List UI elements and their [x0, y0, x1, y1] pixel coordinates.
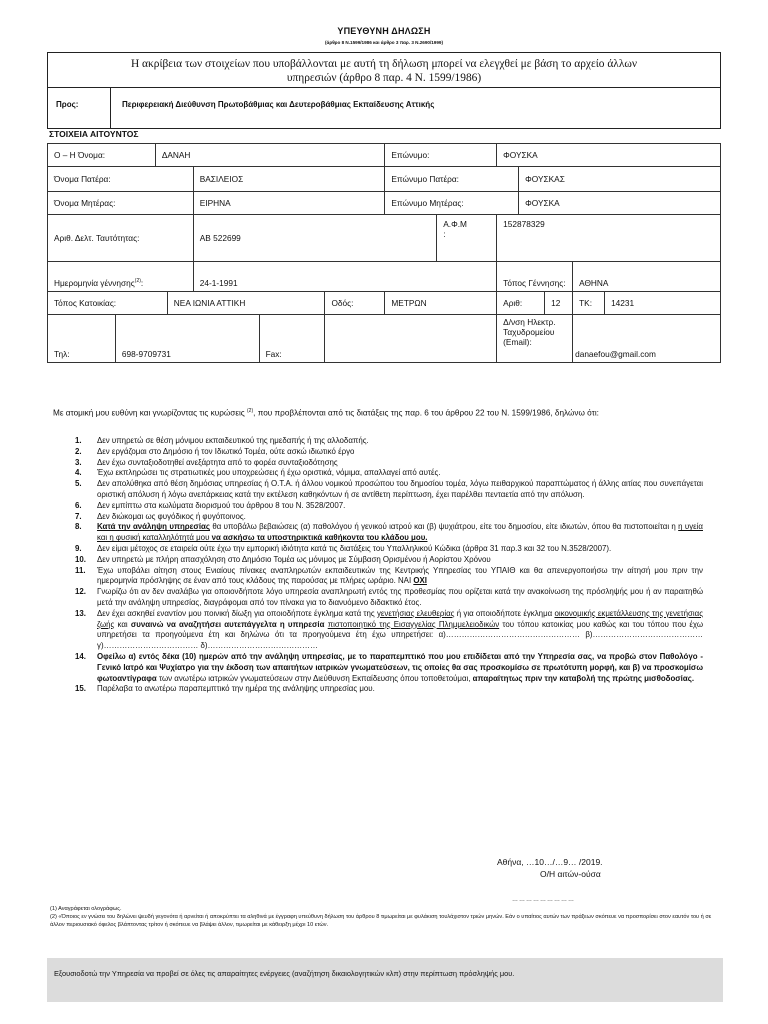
footnote-1: (1) Αναγράφεται ολογράφως. — [50, 906, 122, 912]
declaration-item-text: Δεν διώκομαι ως φυγόδικος ή φυγόποινος. — [97, 511, 246, 521]
email-label-line-3: (Email): — [503, 337, 532, 347]
footnote-2: (2) «Όποιος εν γνώσει του δηλώνει ψευδή γεγονότα ή αρνείται ή αποκρύπτει τα αληθινά με έγγραφη υπεύθυνη δήλωση του άρθρου 8 τιμωρείται με φυλάκιση τουλάχιστον τριών μηνών. Εάν ο υπαίτιος αυτών των πράξεων σκόπευε να προσπορίσει στον εαυτόν του ή σε άλλον περιουσιακό όφελος βλάπτοντας τρίτον ή σκόπευε να βλάψει άλλον, τιμωρείται με κάθειρξη μέχρι 10 ετών. — [50, 914, 712, 928]
fax-label: Fax: — [259, 315, 325, 363]
declaration-item: 14. Οφείλω α) εντός δέκα (10) ημερών από την ανάληψη υπηρεσίας, με το παραπεμπτικό που μου επιδίδεται από την Υπηρεσία σας, να προβώ στον Παθολόγο - Γενικό Ιατρό και Ψυχίατρο για την έκδοση των απαιτήτων ιατρικών γνωματεύσεων, τις οποίες θα σας προσκομίσω σε πρωτότυπη μορφή, και β) να προσκομίσω φωτοαντίγραφα των ανωτέρω ιατρικών γνωματεύσεων στην Διεύθυνση Εκπαίδευσης όπου τοποθετούμαι, απαραίτητως πριν την καταβολή της πρώτης μισθοδοσίας. — [75, 651, 703, 683]
item-13-underlined-2: οικονομικής εκμετάλλευσης της γενετήσιας ζωής — [97, 608, 703, 629]
declaration-item: 11. Έχω υποβάλει αίτηση στους Ενιαίους πίνακες αναπληρωτών εκπαιδευτικών της Κεντρικής Υπηρεσίας του ΥΠΑΙΘ και θα απενεργοποιήσω την αίτησή μου πριν την ημερομηνία πρόσληψης σε έναν από τους κλάδους της παρούσας με πλήρες ωράριο. ΝΑΙ ΟΧΙ — [75, 565, 703, 586]
signer-label: Ο/Η αιτών-ούσα — [540, 869, 601, 879]
declaration-item-text: Γνωρίζω ότι αν δεν αναλάβω για οποιονδήποτε λόγο υπηρεσία αναπληρωτή εντός της προθεσμίας που ορίζεται κατά την ανακοίνωση της πρόσληψής μου ή αν παραιτηθώ μετά την ανάληψη υπηρεσίας, διαγράφομαι από τον πίνακα για το διανυόμενο διδακτικό έτος. — [97, 587, 703, 607]
item-14-bold-end: απαραίτητως πριν την καταβολή της πρώτης μισθοδοσίας. — [472, 673, 695, 683]
declaration-item: 10. Δεν υπηρετώ με πλήρη απασχόληση στο Δημόσιο Τομέα ως μόνιμος με Σύμβαση Ορισμένου ή Αορίστου Χρόνου — [75, 554, 491, 564]
declaration-item-text: Δεν απολύθηκα από θέση δημόσιας υπηρεσίας ή Ο.Τ.Α. ή άλλου νομικού προσώπου του δημοσίου τομέα, λόγω πειθαρχικού παραπτώματος ή άλλης αιτίας που συνεπάγεται οριστική απόλυση ή λόγω ανεπάρκειας κατά την εκτέλεση καθηκόντων ή σε αντίθετη περίπτωση, έχει παρέλθει πενταετία από την απόλυση. — [97, 479, 703, 499]
declaration-item-text: Δεν έχω συνταξιοδοτηθεί ανεξάρτητα από το φορέα συνταξιοδότησης — [97, 457, 338, 467]
mother-name-value[interactable]: ΕΙΡΗΝΑ — [193, 192, 385, 215]
pob-value[interactable]: ΑΘΗΝΑ — [573, 262, 721, 292]
declaration-intro-start: Με ατομική μου ευθύνη και γνωρίζοντας τις κυρώσεις — [53, 408, 245, 418]
dob-label-colon: : — [140, 278, 144, 288]
email-label-line-1: Δ/νση Ηλεκτρ. — [503, 317, 556, 327]
declaration-item: 1. Δεν υπηρετώ σε θέση μόνιμου εκπαιδευτικού της ημεδαπής ή της αλλοδαπής. — [75, 436, 369, 445]
authorization-text: Εξουσιοδοτώ την Υπηρεσία να προβεί σε όλες τις απαραίτητες ενέργειες (αναζήτηση δικαιολογητικών κλπ) στην περίπτωση πρόσληψής μου. — [54, 969, 515, 978]
item-13-text-3: και — [114, 619, 131, 629]
declaration-item: 3. Δεν έχω συνταξιοδοτηθεί ανεξάρτητα από το φορέα συνταξιοδότησης — [75, 457, 338, 467]
declaration-intro-footnote-ref: (2) — [247, 408, 254, 414]
afm-label — [437, 215, 497, 262]
residence-value[interactable]: ΝΕΑ ΙΩΝΙΑ ΑΤΤΙΚΗ — [167, 292, 325, 315]
declaration-item: 12. Γνωρίζω ότι αν δεν αναλάβω για οποιονδήποτε λόγο υπηρεσία αναπληρωτή εντός της προθεσμίας που ορίζεται κατά την ανακοίνωση της πρόσληψής μου ή αν παραιτηθώ μετά την ανάληψη υπηρεσίας, διαγράφομαι από τον πίνακα για το διανυόμενο διδακτικό έτος. — [75, 587, 703, 607]
afm-label-text: Α.Φ.Μ — [443, 219, 467, 229]
recipient-box — [47, 88, 721, 129]
item-8-emphasis: Κατά την ανάληψη υπηρεσίας — [97, 522, 210, 532]
declaration-item-text: Δεν είμαι μέτοχος σε εταιρεία ούτε έχω την εμπορική ιδιότητα κατά τις διατάξεις του Υπαλληλικού Κώδικα (άρθρα 31 παρ.3 και 32 του Ν.3528/2007). — [97, 543, 612, 553]
item-8-text: θα υποβάλω βεβαιώσεις (α) παθολόγου ή γενικού ιατρού και (β) ψυχιάτρου, είτε του δημοσίου, είτε ιδιωτών, όπου θα πιστοποιείται η — [209, 522, 679, 532]
phone-value[interactable]: 698-9709731 — [115, 315, 259, 363]
item-8-end: να ασκήσω τα υποστηρικτικά καθήκοντα του κλάδου μου. — [209, 533, 428, 543]
item-14-bold: Οφείλω α) εντός δέκα (10) ημερών από την ανάληψη υπηρεσίας, με το παραπεμπτικό που μου επιδίδεται από την Υπηρεσία σας, να προβώ στον Παθολόγο - Γενικό Ιατρό και Ψυχίατρο για την έκδοση των απαιτήτων ιατρικών γνωματεύσεων, τις οποίες θα σας προσκομίσω σε πρωτότυπη μορφή, και β) να προσκομίσω φωτοαντίγραφα — [97, 651, 703, 683]
form-subtitle: (άρθρο 8 Ν.1599/1986 και άρθρο 3 παρ. 3 Ν.2690/1999) — [325, 40, 443, 45]
declaration-item: 7. Δεν διώκομαι ως φυγόδικος ή φυγόποινος. — [75, 511, 246, 521]
id-card-label: Αριθ. Δελτ. Ταυτότητας: — [48, 215, 194, 262]
name-label: Ο – Η Όνομα: — [48, 144, 156, 167]
afm-label-colon: : — [443, 229, 446, 239]
email-value[interactable]: danaefou@gmail.com — [573, 315, 721, 363]
dob-footnote-ref: (2) — [134, 278, 141, 285]
accuracy-note-line-2: υπηρεσιών (άρθρο 8 παρ. 4 Ν. 1599/1986) — [286, 72, 482, 84]
residence-label: Τόπος Κατοικίας: — [48, 292, 168, 315]
postcode-label: ΤΚ: — [573, 292, 605, 315]
item-13-text: Δεν έχει ασκηθεί εναντίον μου ποινική δίωξη για οποιοδήποτε έγκλημα κατά της — [97, 608, 377, 618]
declaration-item: 13. Δεν έχει ασκηθεί εναντίον μου ποινική δίωξη για οποιοδήποτε έγκλημα κατά της γενετήσιας ελευθερίας ή για οποιοδήποτε έγκλημα οικονομικής εκμετάλλευσης της γενετήσιας ζωής και συναινώ να αναζητήσει αυτεπάγγελτα η υπηρεσία πιστοποιητικό της Εισαγγελίας Πλημμελειοδικών του τόπου κατοικίας μου καθώς και του τόπου που έχω υπηρετήσει τα προηγούμενα έτη και δηλώνω ότι τα προηγούμενα έτη έχω υπηρετήσει: α)…………………………………………… β)…………………………………… γ)……………………………… δ)…………………………………… — [75, 608, 703, 651]
street-value[interactable]: ΜΕΤΡΩΝ — [385, 292, 497, 315]
declaration-intro-end: , που προβλέπονται από τις διατάξεις της παρ. 6 του άρθρου 22 του Ν. 1599/1986, δηλώνω ότι: — [253, 408, 599, 418]
declaration-item-text: Δεν εμπίπτω στα κωλύματα διορισμού του άρθρου 8 του Ν. 3528/2007. — [97, 500, 346, 510]
signature-line[interactable]: ……………………… — [512, 897, 575, 903]
declaration-item: 5. Δεν απολύθηκα από θέση δημόσιας υπηρεσίας ή Ο.Τ.Α. ή άλλου νομικού προσώπου του δημοσίου τομέα, λόγω πειθαρχικού παραπτώματος ή άλλης αιτίας που συνεπάγεται οριστική απόλυση ή λόγω ανεπάρκειας κατά την εκτέλεση καθηκόντων ή σε αντίθετη περίπτωση, έχει παρέλθει πενταετία από την απόλυση. — [75, 479, 703, 499]
declaration-items — [53, 436, 703, 695]
mother-surname-value[interactable]: ΦΟΥΣΚΑ — [519, 192, 721, 215]
declaration-item-text: Δεν εργάζομαι στο Δημόσιο ή τον Ιδιωτικό Τομέα, ούτε ασκώ ιδιωτικό έργο — [97, 446, 355, 456]
father-surname-value[interactable]: ΦΟΥΣΚΑΣ — [519, 167, 721, 192]
declaration-item-text: Παρέλαβα το ανωτέρω παραπεμπτικό την ημέρα της ανάληψης υπηρεσίας μου. — [97, 684, 375, 694]
id-card-value[interactable]: ΑΒ 522699 — [193, 215, 437, 262]
declaration-item: 2. Δεν εργάζομαι στο Δημόσιο ή τον Ιδιωτικό Τομέα, ούτε ασκώ ιδιωτικό έργο — [75, 446, 355, 456]
name-value[interactable]: ΔΑΝΑΗ — [155, 144, 385, 167]
dob-label — [48, 262, 194, 292]
section-title: ΣΤΟΙΧΕΙΑ ΑΙΤΟΥΝΤΟΣ — [49, 129, 139, 139]
declaration-item: 4. Έχω εκπληρώσει τις στρατιωτικές μου υποχρεώσεις ή έχω οριστικά, νόμιμα, απαλλαγεί από αυτές. — [75, 468, 441, 478]
mother-surname-label: Επώνυμο Μητέρας: — [385, 192, 519, 215]
item-11-text: Έχω υποβάλει αίτηση στους Ενιαίους πίνακες αναπληρωτών εκπαιδευτικών της Κεντρικής Υπηρεσίας του ΥΠΑΙΘ και θα απενεργοποιήσω την αίτησή μου πριν την ημερομηνία πρόσληψης σε έναν από τους κλάδους της παρούσας με πλήρες ωράριο. — [97, 565, 703, 586]
accuracy-note — [47, 52, 721, 88]
fax-value[interactable] — [325, 315, 497, 363]
item-11-yes[interactable]: ΝΑΙ — [397, 576, 412, 586]
street-label: Οδός: — [325, 292, 385, 315]
surname-label: Επώνυμο: — [385, 144, 497, 167]
email-label — [497, 315, 573, 363]
email-label-line-2: Ταχυδρομείου — [503, 327, 555, 337]
mother-name-label: Όνομα Μητέρας: — [48, 192, 194, 215]
declaration-item: 6. Δεν εμπίπτω στα κωλύματα διορισμού του άρθρου 8 του Ν. 3528/2007. — [75, 500, 346, 510]
declaration-item: 8. Κατά την ανάληψη υπηρεσίας θα υποβάλω βεβαιώσεις (α) παθολόγου ή γενικού ιατρού και (β) ψυχιάτρου, είτε του δημοσίου, είτε ιδιωτών, όπου θα πιστοποιείται η η υγεία και η φυσική καταλληλότητά μου να ασκήσω τα υποστηρικτικά καθήκοντα του κλάδου μου. — [75, 522, 703, 543]
street-number-value[interactable]: 12 — [545, 292, 573, 315]
authorization-box — [47, 958, 723, 1002]
pob-label: Τόπος Γέννησης: — [497, 262, 573, 292]
declaration-item-text: Έχω εκπληρώσει τις στρατιωτικές μου υποχρεώσεις ή έχω οριστικά, νόμιμα, απαλλαγεί από αυτές. — [97, 468, 441, 478]
declaration-item: 15. Παρέλαβα το ανωτέρω παραπεμπτικό την ημέρα της ανάληψης υπηρεσίας μου. — [75, 684, 375, 694]
item-13-bold: συναινώ να αναζητήσει αυτεπάγγελτα η υπηρεσία — [130, 619, 325, 629]
declaration-item-text: Δεν υπηρετώ με πλήρη απασχόληση στο Δημόσιο Τομέα ως μόνιμος με Σύμβαση Ορισμένου ή Αορίστου Χρόνου — [97, 554, 491, 564]
recipient-label: Προς: — [56, 100, 79, 109]
dob-label-text: Ημερομηνία γέννησης — [54, 278, 135, 288]
accuracy-note-line-1: Η ακρίβεια των στοιχείων που υποβάλλονται με αυτή τη δήλωση μπορεί να ελεγχθεί με βάση το αρχείο άλλων — [130, 58, 638, 70]
item-13-text-5[interactable]: του τόπου κατοικίας μου καθώς και του τόπου που έχω υπηρετήσει τα προηγούμενα έτη και δηλώνω ότι τα προηγούμενα έτη έχω υπηρετήσει: α)…………………………………………… β)…………………………………… γ)……………………………… δ)…………………………………… — [97, 619, 703, 651]
declaration-item: 9. Δεν είμαι μέτοχος σε εταιρεία ούτε έχω την εμπορική ιδιότητα κατά τις διατάξεις του Υπαλληλικού Κώδικα (άρθρα 31 παρ.3 και 32 του Ν.3528/2007). — [75, 543, 612, 553]
signature-date[interactable]: Αθήνα, …10…/…9… /2019. — [497, 857, 603, 867]
applicant-details-table — [47, 143, 721, 363]
item-13-underlined-1: γενετήσιας ελευθερίας — [376, 608, 455, 618]
surname-value[interactable]: ΦΟΥΣΚΑ — [497, 144, 721, 167]
item-13-underlined-3: πιστοποιητικό της Εισαγγελίας Πλημμελειοδικών — [327, 619, 500, 629]
item-13-text-2: ή για οποιοδήποτε έγκλημα — [454, 608, 555, 618]
item-8-underlined: η υγεία και η φυσική καταλληλότητά μου — [97, 522, 703, 543]
father-surname-label: Επώνυμο Πατέρα: — [385, 167, 519, 192]
afm-value[interactable]: 152878329 — [497, 215, 721, 262]
item-14-text: των ανωτέρω ιατρικών γνωματεύσεων στην Διεύθυνση Εκπαίδευσης όπου τοποθετούμαι, — [156, 673, 473, 683]
recipient-divider — [110, 88, 111, 128]
recipient-value: Περιφερειακή Διεύθυνση Πρωτοβάθμιας και Δευτεροβάθμιας Εκπαίδευσης Αττικής — [122, 100, 435, 109]
form-title: ΥΠΕΥΘΥΝΗ ΔΗΛΩΣΗ — [337, 26, 431, 36]
phone-label: Τηλ: — [48, 315, 116, 363]
declaration-item-text: Δεν υπηρετώ σε θέση μόνιμου εκπαιδευτικού της ημεδαπής ή της αλλοδαπής. — [97, 436, 369, 445]
street-number-label: Αριθ: — [497, 292, 545, 315]
item-11-no[interactable]: ΟΧΙ — [413, 576, 427, 586]
dob-value[interactable]: 24-1-1991 — [193, 262, 496, 292]
father-name-value[interactable]: ΒΑΣΙΛΕΙΟΣ — [193, 167, 385, 192]
father-name-label: Όνομα Πατέρα: — [48, 167, 194, 192]
postcode-value[interactable]: 14231 — [605, 292, 721, 315]
declaration-intro — [53, 405, 705, 420]
